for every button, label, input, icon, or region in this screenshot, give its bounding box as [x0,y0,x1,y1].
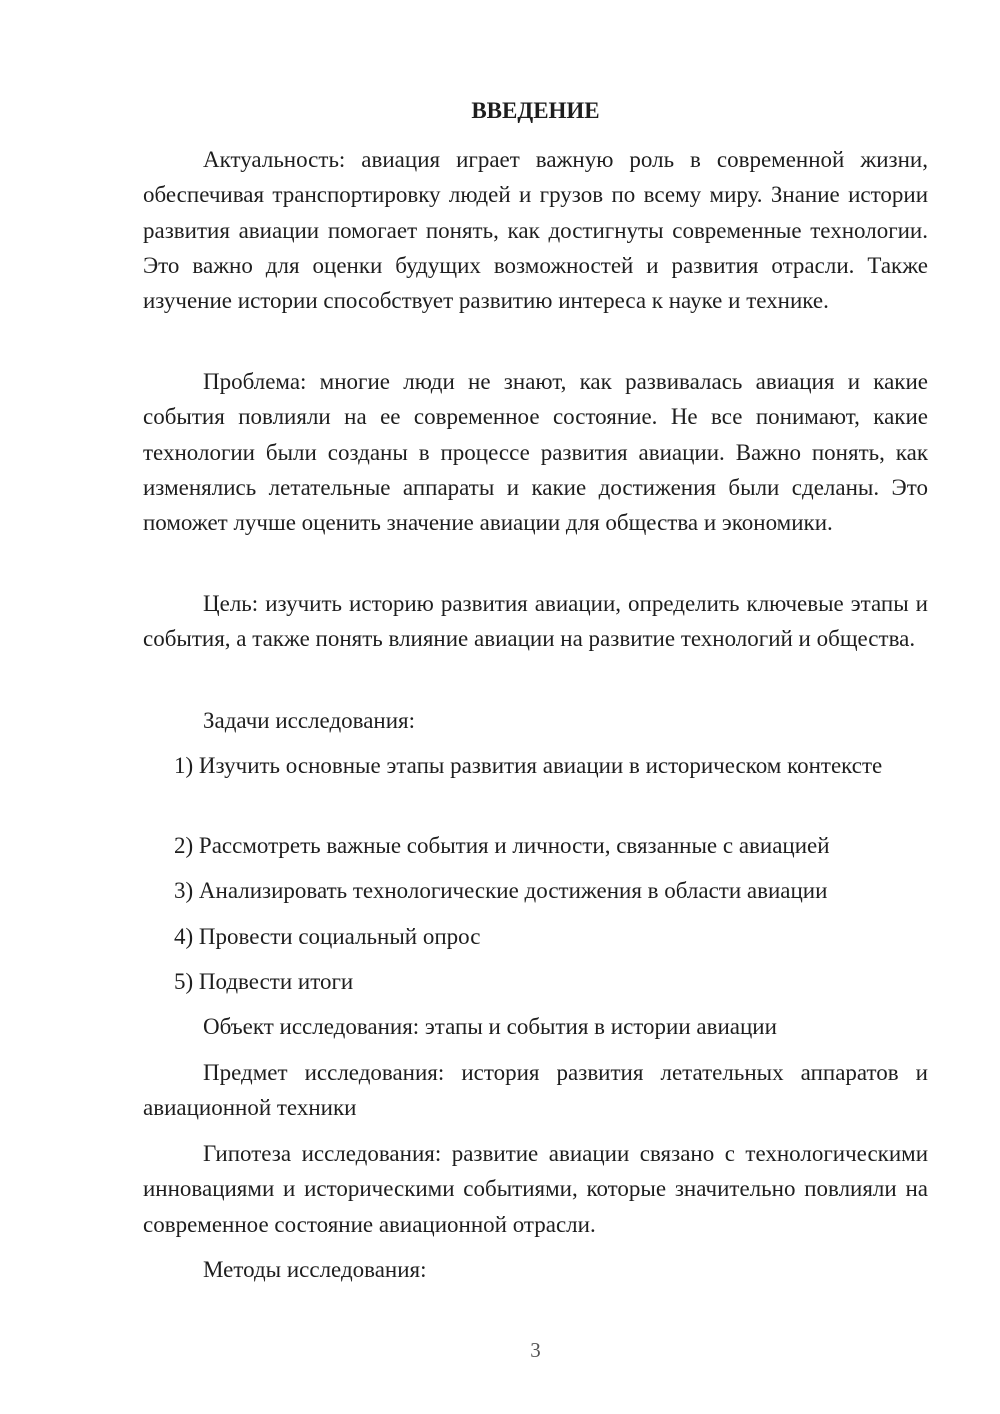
tasks-heading: Задачи исследования: [203,708,416,733]
task-item-5: 5) Подвести итоги [174,969,354,994]
task-item-2: 2) Рассмотреть важные события и личности, связанные с авиацией [174,833,830,858]
methods-heading: Методы исследования: [203,1257,427,1282]
problem-paragraph: Проблема: многие люди не знают, как развивалась авиация и какие события повлияли на ее современное состояние. Не все понимают, какие технологии были созданы в процессе развития авиации. Важно понять, как изменялись летательные аппараты и какие достижения были сделаны. Это поможет лучше оценить значение авиации для общества и экономики. [143,369,928,536]
goal-paragraph: Цель: изучить историю развития авиации, определить ключевые этапы и события, а также понять влияние авиации на развитие технологий и общества. [143,591,928,652]
relevance-paragraph: Актуальность: авиация играет важную роль в современной жизни, обеспечивая транспортировку людей и грузов по всему миру. Знание истории развития авиации помогает понять, как достигнуты современные технологии. Это важно для оценки будущих возможностей и развития отрасли. Также изучение истории способствует развитию интереса к науке и технике. [143,147,928,314]
section-title: ВВЕДЕНИЕ [471,98,600,123]
object-paragraph: Объект исследования: этапы и события в истории авиации [203,1014,777,1039]
document-page [143,0,928,1414]
task-item-4: 4) Провести социальный опрос [174,924,481,949]
subject-paragraph: Предмет исследования: история развития летательных аппаратов и авиационной техники [143,1060,928,1121]
hypothesis-paragraph: Гипотеза исследования: развитие авиации связано с технологическими инновациями и историческими событиями, которые значительно повлияли на современное состояние авиационной отрасли. [143,1141,928,1237]
page-number: 3 [530,1338,541,1362]
task-item-1: 1) Изучить основные этапы развития авиации в историческом контексте [174,753,883,778]
task-item-3: 3) Анализировать технологические достижения в области авиации [174,878,828,903]
